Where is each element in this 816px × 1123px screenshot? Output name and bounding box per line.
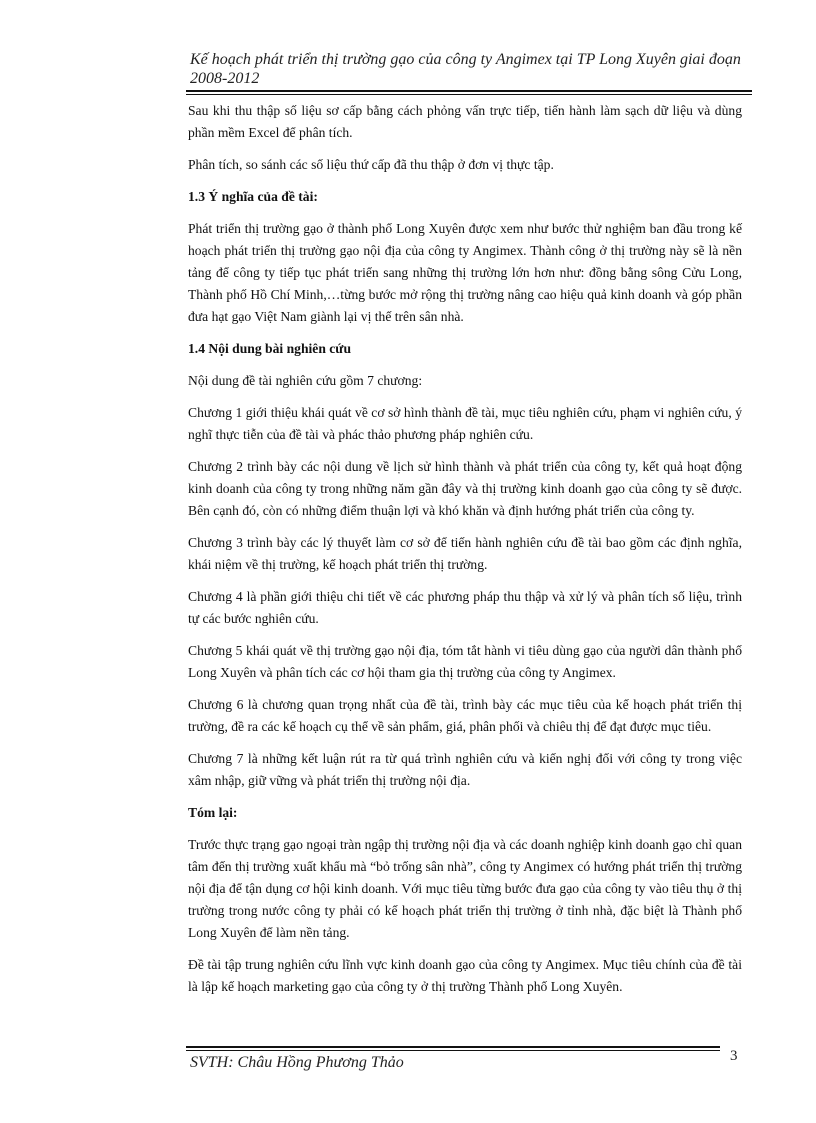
footer-rule-secondary: [186, 1050, 720, 1051]
chapter-5-summary: Chương 5 khái quát về thị trường gạo nội địa, tóm tắt hành vi tiêu dùng gạo của người dân thành phố Long Xuyên và phân tích các cơ hội tham gia thị trường của công ty Angimex.: [188, 643, 742, 680]
chapter-6-summary: Chương 6 là chương quan trọng nhất của đề tài, trình bày các mục tiêu của kế hoạch phát triển thị trường, đề ra các kế hoạch cụ thể về sản phẩm, giá, phân phối và chiêu thị để đạt được mục tiêu.: [188, 697, 742, 734]
body-content: [188, 100, 742, 1008]
chapter-1-summary: Chương 1 giới thiệu khái quát về cơ sở hình thành đề tài, mục tiêu nghiên cứu, phạm vi nghiên cứu, ý nghĩ thực tiễn của đề tài và phác thảo phương pháp nghiên cứu.: [188, 405, 742, 442]
chapter-4-summary: Chương 4 là phần giới thiệu chi tiết về các phương pháp thu thập và xử lý và phân tích số liệu, trình tự các bước nghiên cứu.: [188, 589, 742, 626]
header-rule-secondary: [186, 94, 752, 95]
section-1-3-paragraph: Phát triển thị trường gạo ở thành phố Long Xuyên được xem như bước thử nghiệm ban đầu trong kế hoạch phát triển thị trường gạo nội địa của công ty Angimex. Thành công ở thị trường này sẽ là nền tảng để công ty tiếp tục phát triển sang những thị trường lớn hơn như: đồng bằng sông Cửu Long, Thành phố Hồ Chí Minh,…từng bước mở rộng thị trường nâng cao hiệu quả kinh doanh và góp phần đưa hạt gạo Việt Nam giành lại vị thế trên sân nhà.: [188, 221, 742, 324]
footer-rule: [186, 1046, 720, 1048]
intro-paragraph-1: Sau khi thu thập số liệu sơ cấp bằng cách phỏng vấn trực tiếp, tiến hành làm sạch dữ liệu và dùng phần mềm Excel để phân tích.: [188, 103, 742, 140]
footer-author: SVTH: Châu Hồng Phương Thảo: [190, 1054, 404, 1071]
chapter-2-summary: Chương 2 trình bày các nội dung về lịch sử hình thành và phát triển của công ty, kết quả hoạt động kinh doanh của công ty trong những năm gần đây và thị trường kinh doanh gạo của công ty sẽ được. Bên cạnh đó, còn có những điểm thuận lợi và khó khăn và định hướng phát triển của công ty.: [188, 459, 742, 518]
summary-paragraph-1: Trước thực trạng gạo ngoại tràn ngập thị trường nội địa và các doanh nghiệp kinh doanh gạo chỉ quan tâm đến thị trường xuất khẩu mà “bỏ trống sân nhà”, công ty Angimex có hướng phát triển thị trường nội địa để tận dụng cơ hội kinh doanh. Với mục tiêu từng bước đưa gạo của công ty vào tiêu thụ ở thị trường trong nước công ty phải có kế hoạch phát triển thị trường ở tỉnh nhà, đặc biệt là Thành phố Long Xuyên để làm nền tảng.: [188, 837, 742, 940]
header-rule: [186, 90, 752, 92]
chapter-3-summary: Chương 3 trình bày các lý thuyết làm cơ sở để tiến hành nghiên cứu đề tài bao gồm các định nghĩa, khái niệm về thị trường, kế hoạch phát triển thị trường.: [188, 535, 742, 572]
section-1-3-heading: 1.3 Ý nghĩa của đề tài:: [188, 189, 318, 204]
summary-heading: Tóm lại:: [188, 805, 238, 820]
section-1-4-intro: Nội dung đề tài nghiên cứu gồm 7 chương:: [188, 373, 423, 388]
running-header-title: Kế hoạch phát triển thị trường gạo của công ty Angimex tại TP Long Xuyên giai đoạn 2008-2012: [190, 51, 741, 87]
summary-paragraph-2: Đề tài tập trung nghiên cứu lĩnh vực kinh doanh gạo của công ty Angimex. Mục tiêu chính của đề tài là lập kế hoạch marketing gạo của công ty ở thị trường Thành phố Long Xuyên.: [188, 957, 742, 994]
chapter-7-summary: Chương 7 là những kết luận rút ra từ quá trình nghiên cứu và kiến nghị đối với công ty trong việc xâm nhập, giữ vững và phát triển thị trường nội địa.: [188, 751, 742, 788]
page-number: 3: [730, 1048, 738, 1064]
intro-paragraph-2: Phân tích, so sánh các số liệu thứ cấp đã thu thập ở đơn vị thực tập.: [188, 157, 554, 172]
section-1-4-heading: 1.4 Nội dung bài nghiên cứu: [188, 341, 352, 356]
